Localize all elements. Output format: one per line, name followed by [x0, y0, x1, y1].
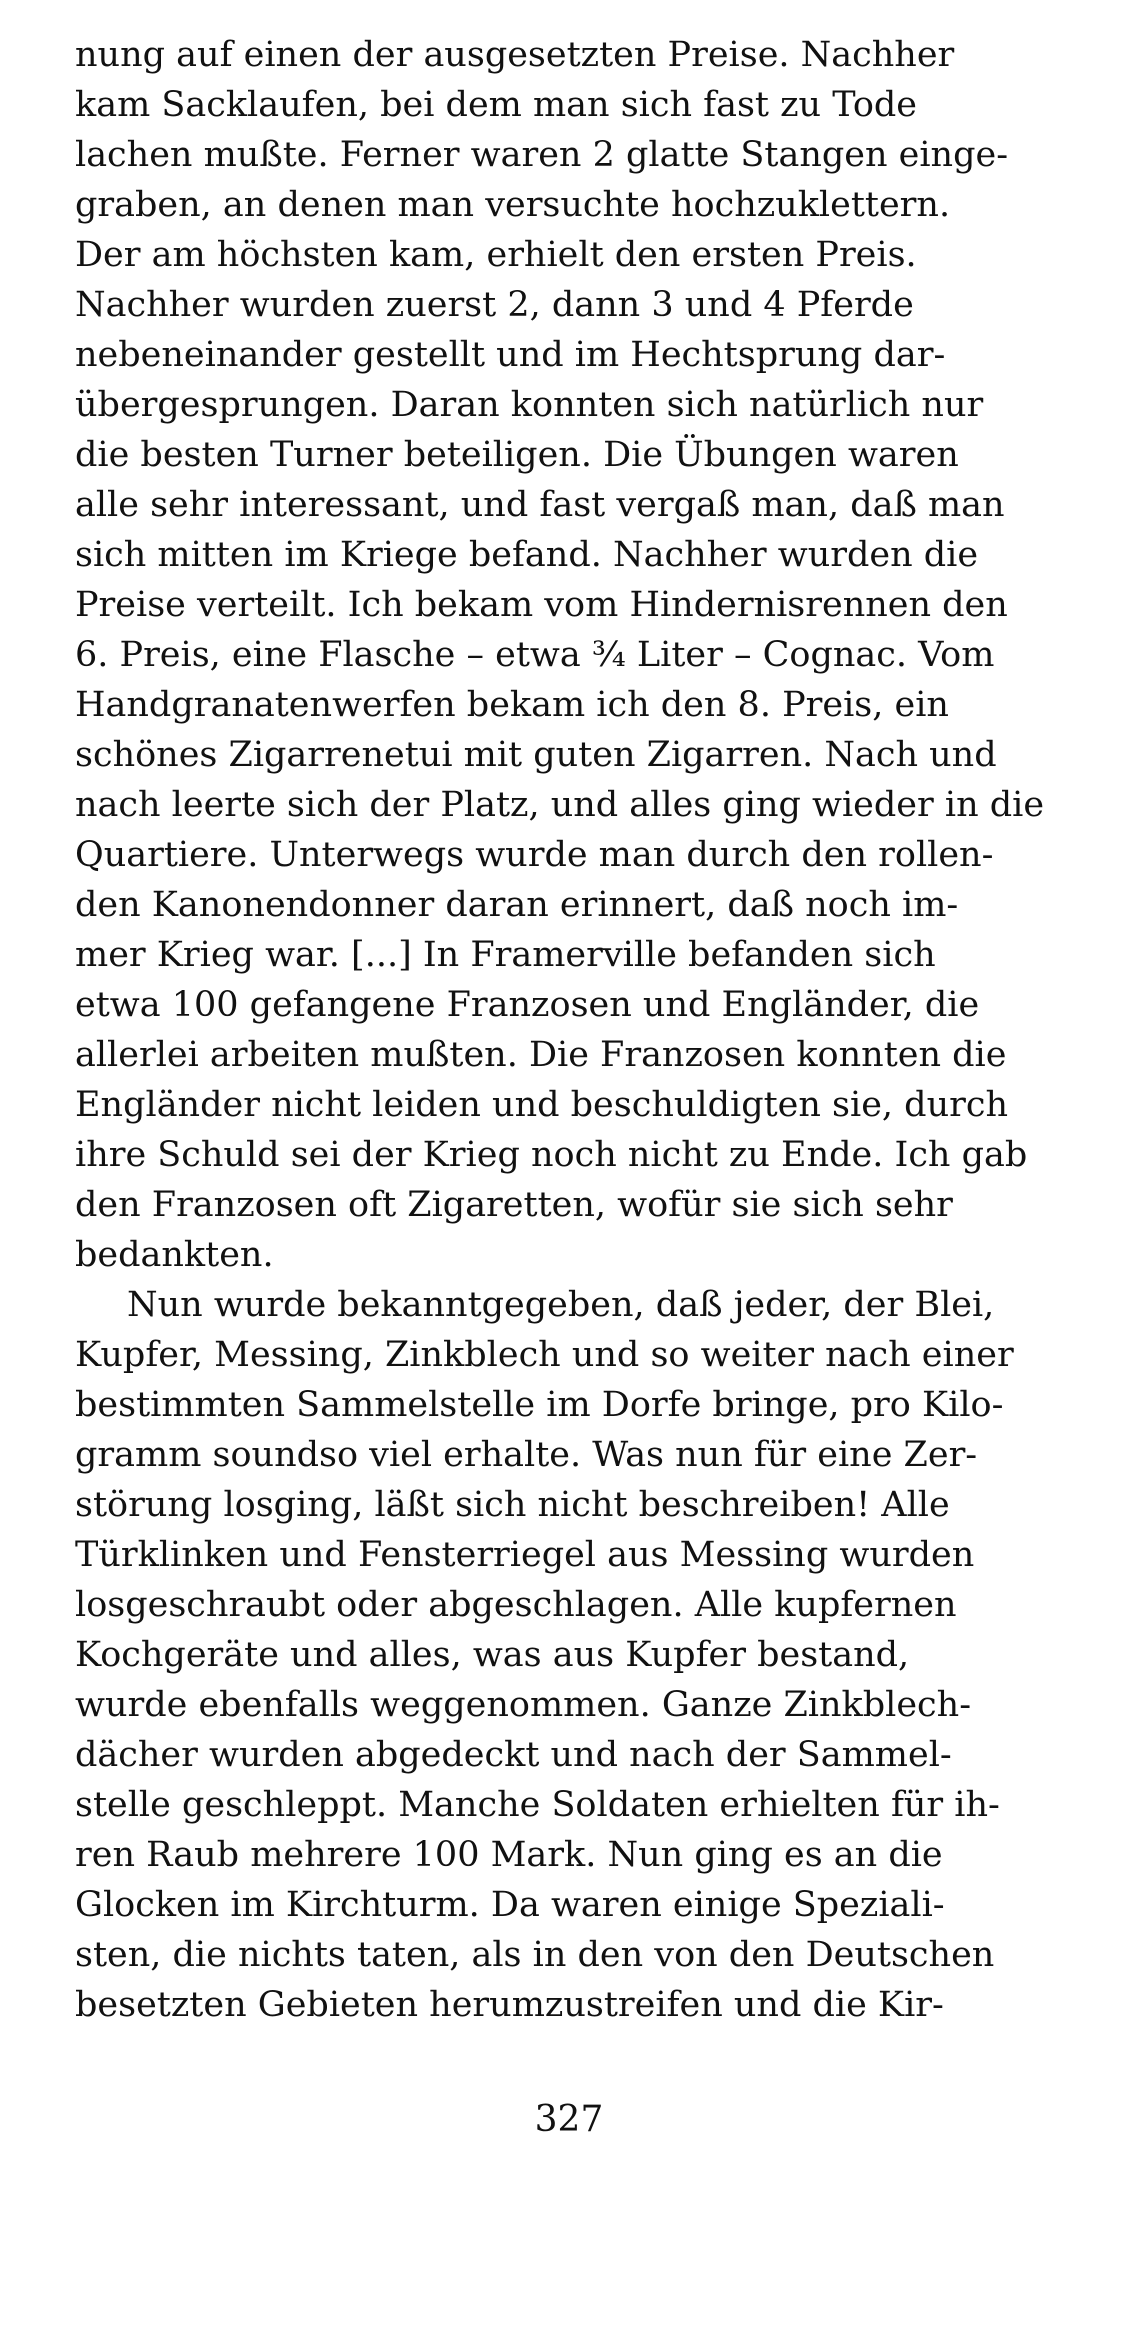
text-line: lachen mußte. Ferner waren 2 glatte Stangen einge-	[75, 135, 1009, 175]
text-line: die besten Turner beteiligen. Die Übungen waren	[75, 435, 959, 475]
text-line: Preise verteilt. Ich bekam vom Hindernisrennen den	[75, 585, 1008, 625]
paragraph-2	[75, 1280, 1075, 2030]
text-line: 6. Preis, eine Flasche – etwa ¾ Liter – Cognac. Vom	[75, 635, 995, 675]
text-line: Kochgeräte und alles, was aus Kupfer bestand,	[75, 1635, 910, 1675]
text-line: sich mitten im Kriege befand. Nachher wurden die	[75, 535, 979, 575]
text-line: Der am höchsten kam, erhielt den ersten Preis.	[75, 235, 917, 275]
body-text	[75, 30, 1075, 2030]
text-line: störung losging, läßt sich nicht beschreiben! Alle	[75, 1485, 950, 1525]
text-line: Quartiere. Unterwegs wurde man durch den rollen-	[75, 835, 994, 875]
text-line: gramm soundso viel erhalte. Was nun für eine Zer-	[75, 1435, 978, 1475]
text-line: Kupfer, Messing, Zinkblech und so weiter nach einer	[75, 1335, 1014, 1375]
text-line: Engländer nicht leiden und beschuldigten sie, durch	[75, 1085, 1008, 1125]
text-line: Glocken im Kirchturm. Da waren einige Speziali-	[75, 1885, 945, 1925]
text-line: losgeschraubt oder abgeschlagen. Alle kupfernen	[75, 1585, 957, 1625]
text-line: übergesprungen. Daran konnten sich natürlich nur	[75, 385, 984, 425]
text-line: sten, die nichts taten, als in den von den Deutschen	[75, 1935, 995, 1975]
text-line: mer Krieg war. [...] In Framerville befanden sich	[75, 935, 936, 975]
text-line: nung auf einen der ausgesetzten Preise. Nachher	[75, 35, 955, 75]
text-line: graben, an denen man versuchte hochzuklettern.	[75, 185, 951, 225]
text-line: allerlei arbeiten mußten. Die Franzosen konnten die	[75, 1035, 1007, 1075]
text-line: den Kanonendonner daran erinnert, daß noch im-	[75, 885, 959, 925]
text-line: bedankten.	[75, 1235, 274, 1275]
text-line: Türklinken und Fensterriegel aus Messing wurden	[75, 1535, 975, 1575]
text-line: stelle geschleppt. Manche Soldaten erhielten für ih-	[75, 1785, 1000, 1825]
text-line: alle sehr interessant, und fast vergaß man, daß man	[75, 485, 1005, 525]
text-line: Nachher wurden zuerst 2, dann 3 und 4 Pferde	[75, 285, 914, 325]
text-line: ihre Schuld sei der Krieg noch nicht zu Ende. Ich gab	[75, 1135, 1028, 1175]
text-line: schönes Zigarrenetui mit guten Zigarren. Nach und	[75, 735, 997, 775]
text-line: nach leerte sich der Platz, und alles ging wieder in die	[75, 785, 1045, 825]
text-line: besetzten Gebieten herumzustreifen und die Kir-	[75, 1985, 944, 2025]
text-line: kam Sacklaufen, bei dem man sich fast zu Tode	[75, 85, 918, 125]
page-number: 327	[534, 2099, 604, 2140]
text-line: wurde ebenfalls weggenommen. Ganze Zinkblech-	[75, 1685, 972, 1725]
text-line: nebeneinander gestellt und im Hechtsprung dar-	[75, 335, 946, 375]
text-line-first: Nun wurde bekanntgegeben, daß jeder, der Blei,	[127, 1285, 995, 1325]
text-line: Handgranatenwerfen bekam ich den 8. Preis, ein	[75, 685, 949, 725]
text-line: ren Raub mehrere 100 Mark. Nun ging es an die	[75, 1835, 943, 1875]
paragraph-1	[75, 30, 1075, 1280]
text-line: bestimmten Sammelstelle im Dorfe bringe, pro Kilo-	[75, 1385, 1004, 1425]
text-line: etwa 100 gefangene Franzosen und Engländer, die	[75, 985, 980, 1025]
text-line: den Franzosen oft Zigaretten, wofür sie sich sehr	[75, 1185, 953, 1225]
text-line: dächer wurden abgedeckt und nach der Sammel-	[75, 1735, 952, 1775]
